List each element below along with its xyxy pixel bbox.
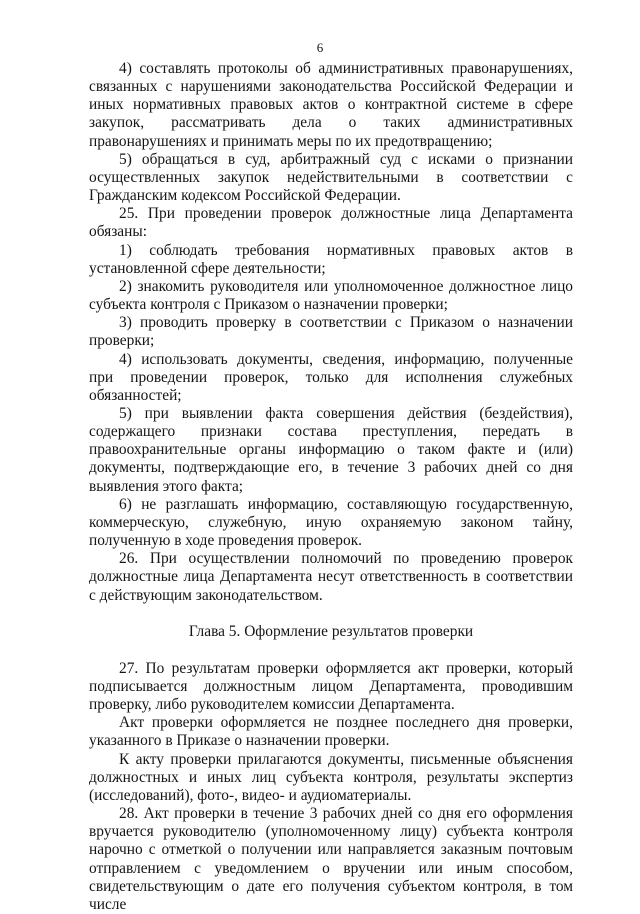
paragraph-24-item-5: 5) обращаться в суд, арбитражный суд с исками о признании осуществленных закупок недействительными в соответствии с Гражданским кодексом Российской Федерации. — [89, 150, 573, 205]
paragraph-27-part-3: К акту проверки прилагаются документы, письменные объяснения должностных и иных лиц субъекта контроля, результаты экспертиз (исследований), фото-, видео- и аудиоматериалы. — [89, 750, 573, 804]
paragraph-25-item-3: 3) проводить проверку в соответствии с Приказом о назначении проверки; — [89, 314, 573, 350]
paragraph-25-item-5: 5) при выявлении факта совершения действия (бездействия), содержащего признаки состава преступления, передать в правоохранительные органы информацию о таком факте и (или) документы, подтверждающие его, в течение 3 рабочих дней со дня выявления этого факта; — [89, 404, 573, 495]
paragraph-25-item-4: 4) использовать документы, сведения, информацию, полученные при проведении проверок, только для исполнения служебных обязанностей; — [89, 350, 573, 404]
paragraph-26: 26. При осуществлении полномочий по проведению проверок должностные лица Департамента несут ответственность в соответствии с действующим законодательством. — [89, 550, 573, 604]
paragraph-25-item-6: 6) не разглашать информацию, составляющую государственную, коммерческую, служебную, иную охраняемую законом тайну, полученную в ходе проведения проверок. — [89, 495, 573, 550]
paragraph-25-item-2: 2) знакомить руководителя или уполномоченное должностное лицо субъекта контроля с Приказом о назначении проверки; — [89, 277, 573, 314]
paragraph-27: 27. По результатам проверки оформляется акт проверки, который подписывается должностным лицом Департамента, проводившим проверку, либо руководителем комиссии Департамента. — [89, 659, 573, 714]
page-number: 6 — [316, 40, 324, 55]
paragraph-25: 25. При проведении проверок должностные лица Департамента обязаны: — [89, 205, 573, 241]
paragraph-28: 28. Акт проверки в течение 3 рабочих дней со дня его оформления вручается руководителю (уполномоченному лицу) субъекта контроля нарочно с отметкой о получении или направляется заказным почтовым отправлением с уведомлением о вручении или иным способом, свидетельствующим о дате его получения субъектом контроля, в том числе — [89, 805, 573, 913]
paragraph-24-item-4: 4) составлять протоколы об административных правонарушениях, связанных с нарушениями законодательства Российской Федерации и иных нормативных правовых актов о контрактной системе в сфере закупок, рассматривать дела о таких административных правонарушениях и принимать меры по их предотвращению; — [89, 60, 573, 150]
chapter-heading: Глава 5. Оформление результатов проверки — [188, 622, 474, 640]
paragraph-25-item-1: 1) соблюдать требования нормативных правовых актов в установленной сфере деятельности; — [89, 241, 573, 277]
document-body — [89, 60, 573, 914]
paragraph-27-part-2: Акт проверки оформляется не позднее последнего дня проверки, указанного в Приказе о назначении проверки. — [89, 714, 573, 750]
